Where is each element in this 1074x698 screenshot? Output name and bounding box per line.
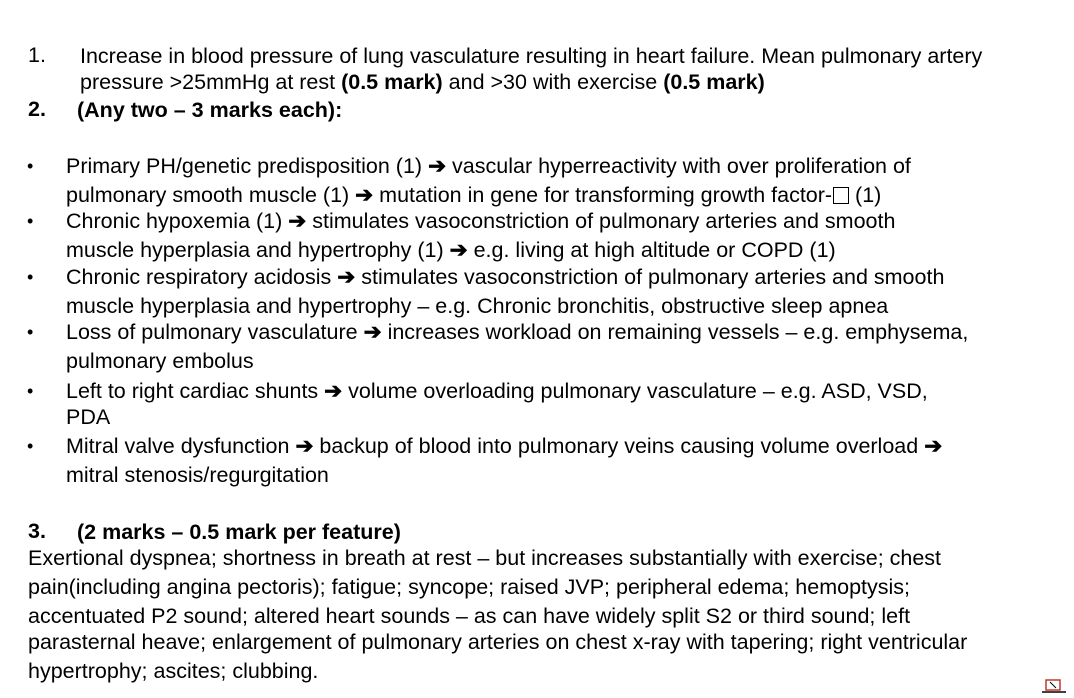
question-2-heading: (Any two – 3 marks each): xyxy=(77,98,343,122)
bullet-6-line-1 xyxy=(66,434,942,459)
bullet-6-line-2: mitral stenosis/regurgitation xyxy=(66,463,329,487)
bullet-text: increases workload on remaining vessels – e.g. emphysema, xyxy=(381,320,969,344)
arrow-right-icon: ➔ xyxy=(288,209,307,233)
arrow-right-icon: ➔ xyxy=(924,434,943,458)
arrow-right-icon: ➔ xyxy=(428,154,447,178)
question-1-line-1: Increase in blood pressure of lung vasculature resulting in heart failure. Mean pulmonary artery xyxy=(80,44,983,68)
bullet-text: Loss of pulmonary vasculature xyxy=(66,320,364,344)
bullet-text: vascular hyperreactivity with over proliferation of xyxy=(446,154,911,178)
bullet-text: e.g. living at high altitude or COPD (1) xyxy=(467,238,836,262)
bullet-text: volume overloading pulmonary vasculature – e.g. ASD, VSD, xyxy=(342,379,928,403)
question-3-line-5: hypertrophy; ascites; clubbing. xyxy=(28,659,319,683)
bullet-text: pulmonary smooth muscle (1) xyxy=(66,183,356,207)
bullet-5-line-2: PDA xyxy=(66,405,111,429)
missing-glyph-icon xyxy=(833,187,849,204)
bullet-3-line-1 xyxy=(66,265,944,290)
arrow-right-icon: ➔ xyxy=(355,183,374,207)
bullet-2-line-1 xyxy=(66,209,895,234)
question-3-line-1: Exertional dyspnea; shortness in breath at rest – but increases substantially with exercise; chest xyxy=(28,546,942,570)
arrow-right-icon: ➔ xyxy=(363,320,382,344)
bullet-3-line-2: muscle hyperplasia and hypertrophy – e.g. Chronic bronchitis, obstructive sleep apnea xyxy=(66,294,889,318)
question-3-line-4: parasternal heave; enlargement of pulmonary arteries on chest x-ray with tapering; right ventricular xyxy=(28,630,968,654)
arrow-right-icon: ➔ xyxy=(449,238,468,262)
q1-text-b: and >30 with exercise xyxy=(442,70,664,94)
bullet-text: mutation in gene for transforming growth factor- xyxy=(373,183,833,207)
bullet-text: Primary PH/genetic predisposition (1) xyxy=(66,154,429,178)
arrow-right-icon: ➔ xyxy=(337,265,356,289)
bullet-5-line-1 xyxy=(66,379,928,404)
arrow-right-icon: ➔ xyxy=(295,434,314,458)
bullet-text: muscle hyperplasia and hypertrophy (1) xyxy=(66,238,450,262)
bullet-icon: • xyxy=(27,436,34,456)
question-3-heading: (2 marks – 0.5 mark per feature) xyxy=(77,520,401,544)
bullet-text: stimulates vasoconstriction of pulmonary arteries and smooth xyxy=(355,265,945,289)
question-3-number: 3. xyxy=(28,519,46,543)
q1-text-a: pressure >25mmHg at rest xyxy=(80,70,342,94)
question-2-number: 2. xyxy=(28,97,46,121)
bullet-1-line-2 xyxy=(66,183,881,208)
question-1-number: 1. xyxy=(28,43,46,67)
bullet-icon: • xyxy=(27,381,34,401)
bullet-icon: • xyxy=(27,156,34,176)
bullet-text: Chronic respiratory acidosis xyxy=(66,265,338,289)
q1-mark-b: (0.5 mark) xyxy=(663,70,765,94)
corner-stamp-icon xyxy=(1036,674,1072,698)
bullet-icon: • xyxy=(27,267,34,287)
bullet-text: Left to right cardiac shunts xyxy=(66,379,325,403)
bullet-4-line-2: pulmonary embolus xyxy=(66,349,254,373)
bullet-2-line-2 xyxy=(66,238,836,263)
bullet-icon: • xyxy=(27,322,34,342)
question-3-line-3: accentuated P2 sound; altered heart sounds – as can have widely split S2 or third sound; left xyxy=(28,604,911,628)
bullet-1-line-1 xyxy=(66,154,911,179)
bullet-4-line-1 xyxy=(66,320,968,345)
arrow-right-icon: ➔ xyxy=(324,379,343,403)
bullet-text: (1) xyxy=(849,183,882,207)
bullet-text: backup of blood into pulmonary veins causing volume overload xyxy=(313,434,925,458)
question-3-line-2: pain(including angina pectoris); fatigue; syncope; raised JVP; peripheral edema; hemoptysis; xyxy=(28,575,910,599)
bullet-text: Mitral valve dysfunction xyxy=(66,434,296,458)
q1-mark-a: (0.5 mark) xyxy=(341,70,443,94)
bullet-text: stimulates vasoconstriction of pulmonary arteries and smooth xyxy=(306,209,896,233)
question-1-line-2 xyxy=(80,69,765,95)
bullet-icon: • xyxy=(27,211,34,231)
bullet-text: Chronic hypoxemia (1) xyxy=(66,209,289,233)
